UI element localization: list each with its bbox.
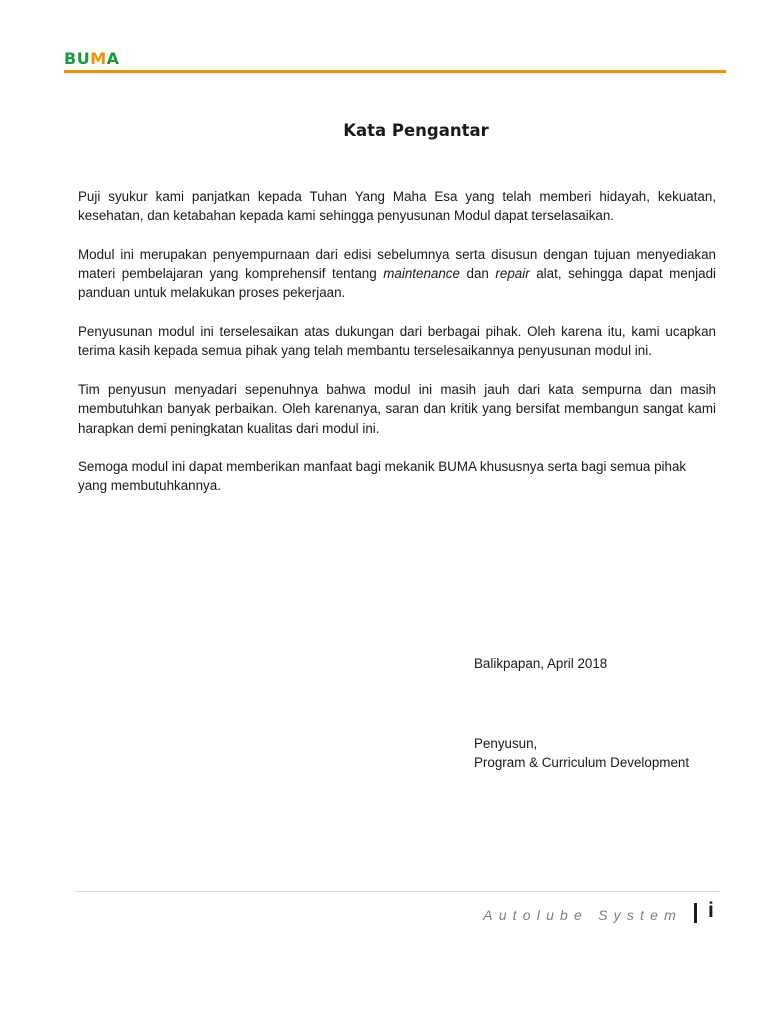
document-body: [78, 187, 716, 515]
paragraph-2-text-a: Modul ini merupakan penyempurnaan dari edisi sebelumnya serta disusun dengan tujuan menyediakan materi pembelajaran yang komprehensif tentang: [78, 246, 716, 282]
page-number: i: [708, 899, 714, 922]
footer-document-title: Autolube System: [483, 907, 682, 923]
paragraph-1: Puji syukur kami panjatkan kepada Tuhan Yang Maha Esa yang telah memberi hidayah, kekuatan, kesehatan, dan ketabahan kepada kami sehingga penyusunan Modul dapat terselasaikan.: [78, 189, 716, 224]
buma-logo: [64, 50, 120, 68]
signer-label: Penyusun,: [474, 736, 538, 751]
logo-text-a: A: [106, 49, 120, 68]
header-divider: [64, 70, 726, 73]
signer-name: Program & Curriculum Development: [474, 755, 690, 771]
paragraph-5: Semoga modul ini dapat memberikan manfaat bagi mekanik BUMA khususnya serta bagi semua pihak yang membutuhkannya.: [78, 459, 687, 494]
footer-separator-bar: [694, 903, 697, 923]
signature-block: [474, 734, 689, 773]
paragraph-2: [78, 245, 716, 303]
place-date: Balikpapan, April 2018: [474, 656, 608, 671]
logo-text-bu: BU: [64, 49, 91, 68]
paragraph-2-emphasis-maintenance: maintenance: [383, 266, 460, 282]
footer-divider: [75, 891, 719, 892]
logo-text-m: M: [90, 49, 107, 68]
paragraph-2-text-c: alat, sehingga dapat menjadi panduan untuk melakukan proses pekerjaan.: [78, 266, 716, 301]
paragraph-4: Tim penyusun menyadari sepenuhnya bahwa modul ini masih jauh dari kata sempurna dan masih membutuhkan banyak perbaikan. Oleh karenanya, saran dan kritik yang bersifat membangun sangat kami harapkan demi peningkatan kualitas dari modul ini.: [78, 381, 716, 436]
page-title: Kata Pengantar: [343, 121, 489, 140]
paragraph-2-text-b: dan: [459, 266, 496, 282]
paragraph-2-emphasis-repair: repair: [495, 266, 530, 282]
paragraph-3: Penyusunan modul ini terselesaikan atas dukungan dari berbagai pihak. Oleh karena itu, kami ucapkan terima kasih kepada semua pihak yang telah membantu terselesaikannya penyusunan modul ini.: [78, 324, 716, 359]
